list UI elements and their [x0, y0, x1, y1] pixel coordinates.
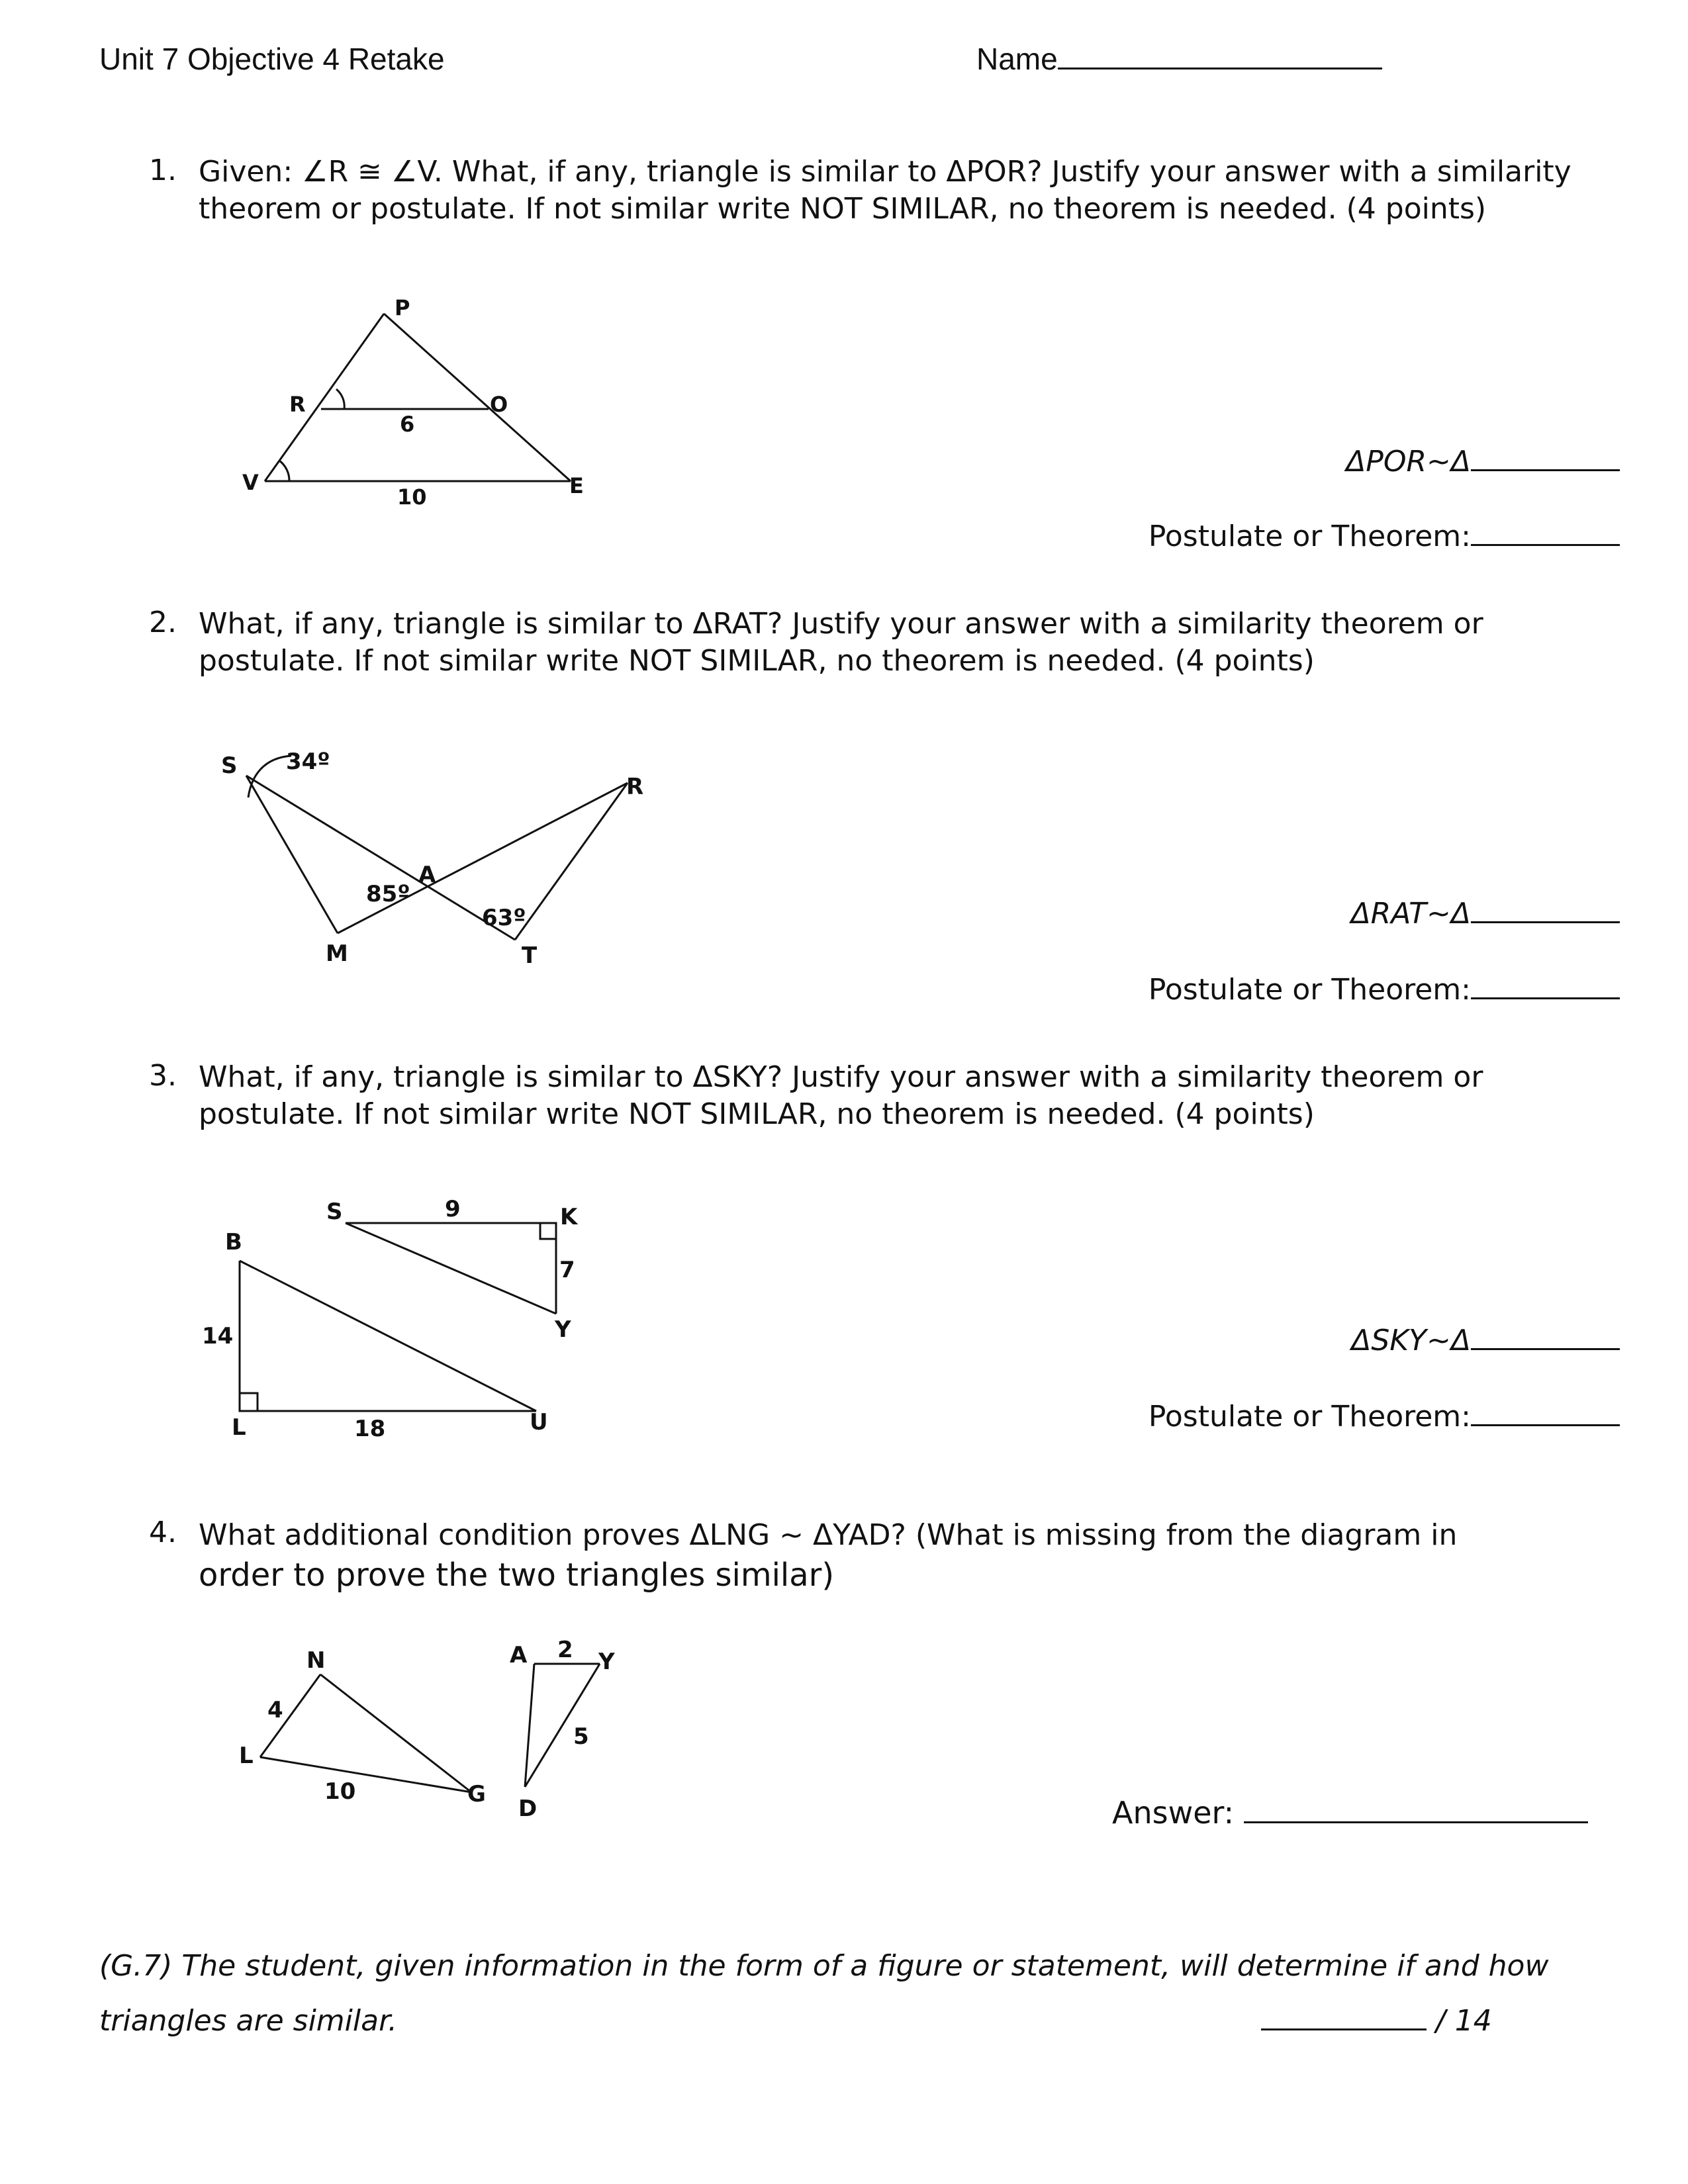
figure-2-triangles [212, 738, 662, 976]
vertex-B-label: B [225, 1229, 242, 1255]
question-3-similar-answer[interactable] [1351, 1324, 1620, 1357]
question-2-text [199, 606, 1642, 680]
vertex-R-label: R [626, 774, 644, 800]
angle-V-arc [279, 461, 289, 481]
worksheet-title: Unit 7 Objective 4 Retake [99, 42, 445, 76]
question-3-similar-label: ΔSKY~Δ [1351, 1324, 1471, 1357]
question-2-line-1: What, if any, triangle is similar to ΔRAT? Justify your answer with a similarity theorem or [199, 607, 1483, 641]
question-4-text [199, 1516, 1642, 1595]
vertex-Y-label: Y [555, 1316, 571, 1343]
question-2-line-2: postulate. If not similar write NOT SIMILAR, no theorem is needed. (4 points) [199, 644, 1315, 678]
name-label: Name [976, 42, 1058, 76]
name-field[interactable] [976, 41, 1382, 77]
score-total-label: / 14 [1436, 2004, 1492, 2038]
question-3-theorem-label: Postulate or Theorem: [1148, 1400, 1471, 1433]
question-4-answer-blank[interactable] [1244, 1821, 1588, 1823]
question-1-similar-label: ΔPOR~Δ [1346, 445, 1471, 478]
side-YD-label: 5 [573, 1723, 589, 1750]
question-3-theorem-answer[interactable] [1149, 1400, 1620, 1433]
question-1-theorem-answer[interactable] [1149, 520, 1620, 553]
vertex-A-label: A [418, 862, 436, 888]
vertex-G-label: G [467, 1781, 486, 1807]
segment-NG [320, 1674, 471, 1792]
vertex-L-label: L [239, 1743, 254, 1769]
vertex-T-label: T [522, 942, 538, 969]
vertex-D-label: D [518, 1796, 538, 1822]
question-2-theorem-label: Postulate or Theorem: [1148, 973, 1471, 1007]
angle-S-label: 34º [286, 749, 330, 775]
vertex-N-label: N [306, 1647, 326, 1674]
question-4-answer-label: Answer: [1112, 1795, 1235, 1831]
vertex-K-label: K [560, 1204, 578, 1230]
question-1-similar-blank[interactable] [1471, 469, 1620, 471]
vertex-M-label: M [326, 940, 348, 967]
question-2-number: 2. [149, 606, 177, 639]
question-4-number: 4. [149, 1516, 177, 1549]
vertex-O-label: O [490, 392, 508, 417]
side-LG-label: 10 [324, 1778, 356, 1805]
vertex-U-label: U [530, 1409, 548, 1435]
vertex-E-label: E [569, 473, 584, 498]
name-blank[interactable] [1058, 41, 1382, 69]
angle-A-label: 85º [366, 881, 410, 907]
score-blank[interactable] [1261, 2028, 1427, 2030]
side-SK-label: 9 [445, 1196, 461, 1222]
vertex-Y-label: Y [598, 1649, 615, 1675]
question-3-text [199, 1059, 1642, 1133]
angle-T-label: 63º [482, 905, 526, 931]
question-2-similar-blank[interactable] [1471, 921, 1620, 923]
vertex-S-label: S [221, 752, 238, 779]
segment-SM [246, 776, 338, 933]
question-1-line-2: theorem or postulate. If not similar write NOT SIMILAR, no theorem is needed. (4 points) [199, 192, 1487, 226]
segment-PV [265, 314, 384, 481]
question-2-similar-label: ΔRAT~Δ [1350, 897, 1471, 931]
question-4-line-1: What additional condition proves ΔLNG ~ ΔYAD? (What is missing from the diagram in [199, 1518, 1458, 1552]
vertex-A-label: A [510, 1642, 528, 1668]
figure-4-triangles [225, 1615, 649, 1833]
score-field[interactable] [1261, 2004, 1492, 2038]
vertex-V-label: V [242, 470, 259, 495]
question-1-number: 1. [149, 154, 177, 187]
question-4-answer[interactable] [1112, 1795, 1588, 1831]
side-LU-label: 18 [354, 1416, 386, 1442]
vertex-P-label: P [395, 295, 410, 320]
question-3-line-2: postulate. If not similar write NOT SIMILAR, no theorem is needed. (4 points) [199, 1097, 1315, 1131]
segment-RT [515, 783, 628, 940]
question-1-similar-answer[interactable] [1346, 445, 1620, 478]
question-4-line-2: order to prove the two triangles similar) [199, 1557, 835, 1594]
question-3-line-1: What, if any, triangle is similar to ΔSKY? Justify your answer with a similarity theorem or [199, 1060, 1483, 1094]
question-1-theorem-blank[interactable] [1471, 544, 1620, 546]
segment-LG [260, 1757, 471, 1792]
segment-SY [346, 1223, 556, 1314]
segment-PE [384, 314, 571, 481]
vertex-L-label: L [232, 1414, 246, 1441]
standard-statement-line-2: triangles are similar. [99, 2004, 398, 2038]
side-LN-label: 4 [267, 1697, 283, 1723]
right-angle-L [240, 1393, 258, 1411]
question-3-similar-blank[interactable] [1471, 1348, 1620, 1350]
vertex-R-label: R [289, 392, 306, 417]
side-VE-label: 10 [397, 484, 427, 510]
question-3-number: 3. [149, 1059, 177, 1093]
vertex-S-label: S [326, 1199, 343, 1225]
right-angle-K [540, 1223, 556, 1239]
question-1-text [199, 154, 1642, 228]
question-2-theorem-blank[interactable] [1471, 997, 1620, 999]
side-RO-label: 6 [400, 412, 415, 437]
standard-statement-line-1: (G.7) The student, given information in the form of a figure or statement, will determine if and how [99, 1949, 1549, 1983]
question-1-theorem-label: Postulate or Theorem: [1148, 520, 1471, 553]
question-2-theorem-answer[interactable] [1149, 973, 1620, 1007]
segment-ST [246, 776, 515, 940]
angle-R-arc [336, 389, 344, 409]
segment-BU [240, 1261, 536, 1411]
side-AY-label: 2 [557, 1637, 573, 1663]
question-3-theorem-blank[interactable] [1471, 1424, 1620, 1426]
question-1-line-1: Given: ∠R ≅ ∠V. What, if any, triangle is similar to ΔPOR? Justify your answer with a similarity [199, 155, 1571, 189]
figure-3-triangles [192, 1185, 602, 1449]
side-BL-label: 14 [202, 1323, 234, 1349]
segment-AD [525, 1664, 534, 1787]
question-2-similar-answer[interactable] [1351, 897, 1620, 931]
side-KY-label: 7 [559, 1257, 575, 1283]
figure-1-triangles [225, 285, 622, 523]
